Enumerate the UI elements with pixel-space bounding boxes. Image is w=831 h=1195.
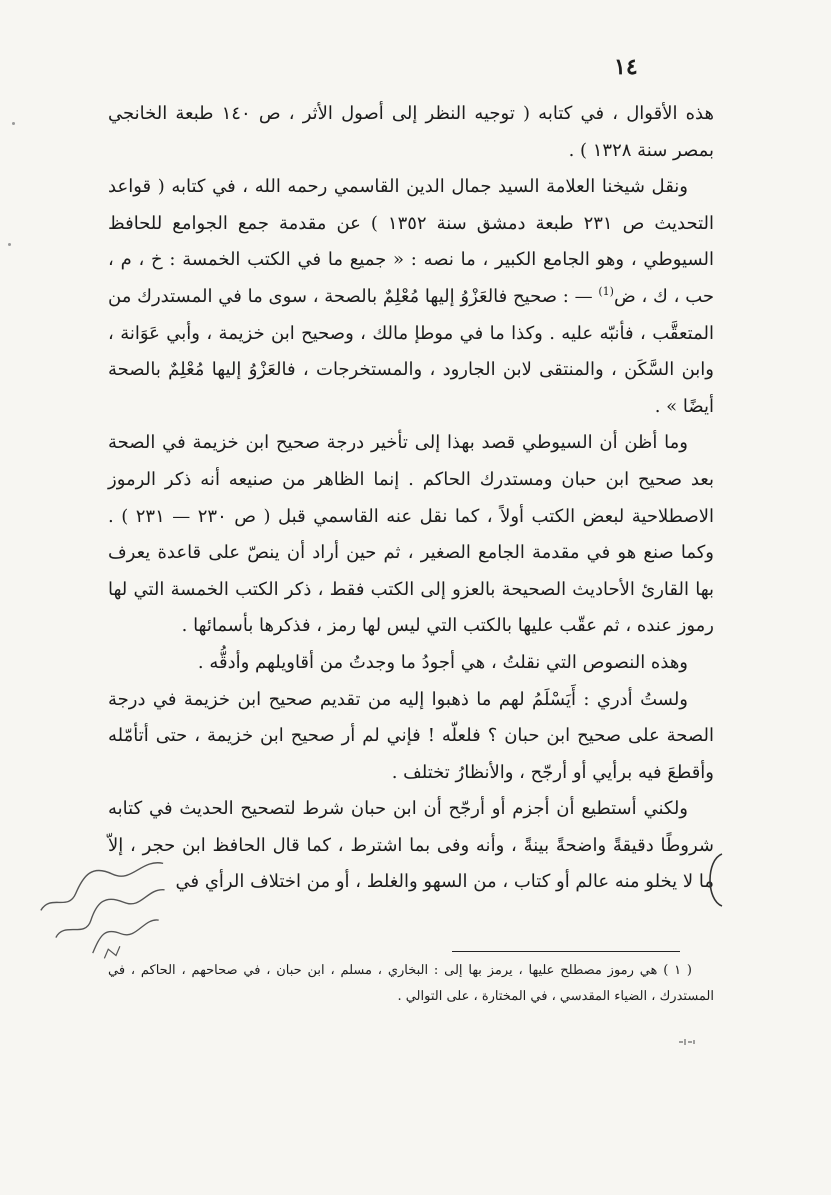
paragraph-5: ولستُ أدري : أَيَسْلَمُ لهم ما ذهبوا إليه من تقديم صحيح ابن خزيمة في درجة الصحة على صحيح ابن حبان ؟ فلعلّه ! فإني لم أر صحيح ابن خزيمة ، حتى أتأمّله وأقطعَ فيه برأيي أو أرجّح ، والأنظارُ تختلف . (108, 688, 714, 783)
paragraph-4: وهذه النصوص التي نقلتُ ، هي أجودُ ما وجدتُ من أقاويلهم وأدقُّه . (197, 651, 688, 673)
footnote (108, 958, 714, 1010)
margin-speck (8, 243, 11, 246)
paragraph-1: هذه الأقوال ، في كتابه ( توجيه النظر إلى أصول الأثر ، ص ١٤٠ طبعة الخانجي بمصر سنة ١٣٢٨ ) . (108, 103, 714, 161)
margin-speck (12, 122, 15, 125)
paragraph-2-part-1: ونقل شيخنا العلامة السيد جمال الدين القاسمي رحمه الله ، في كتابه ( قواعد التحديث ص ٢٣١ طبعة دمشق سنة ١٣٥٢ ) عن مقدمة جمع الجوامع للحافظ السيوطي ، وهو الجامع الكبير ، ما نصه : « جميع ما في الكتب الخمسة : خ ، م ، حب ، ك ، ض (108, 176, 715, 307)
footnote-text: ( ١ ) هي رموز مصطلح عليها ، يرمز بها إلى : البخاري ، مسلم ، ابن حبان ، في صحاحهم ، الحاكم ، في المستدرك ، الضياء المقدسي ، في المختارة ، على التوالي . (108, 963, 714, 1004)
paragraph-2 (108, 169, 714, 425)
main-text (108, 96, 714, 901)
margin-bracket-icon (700, 850, 730, 910)
paragraph-3: وما أظن أن السيوطي قصد بهذا إلى تأخير درجة صحيح ابن خزيمة في الصحة بعد صحيح ابن حبان ومستدرك الحاكم . إنما الظاهر من صنيعه أنه ذكر الرموز الاصطلاحية لبعض الكتب أولاً ، كما نقل عنه القاسمي قبل ( ص ٢٣٠ — ٢٣١ ) . وكما صنع هو في مقدمة الجامع الصغير ، ثم حين أراد أن ينصّ على قاعدة يعرف بها القارئ الأحاديث الصحيحة بالعزو إلى الكتب فقط ، ذكر الكتب الخمسة التي لها رموز عنده ، ثم عقّب عليها بالكتب التي ليس لها رمز ، فذكرها بأسمائها . (108, 432, 714, 637)
paragraph-2-part-2: — : صحيح فالعَزْوُ إليها مُعْلِمٌ بالصحة ، سوى ما في المستدرك من المتعقَّب ، فأنبّه عليه . وكذا ما في موطإ مالك ، وصحيح ابن خزيمة ، وأبي عَوَانة ، وابن السَّكَن ، والمنتقى لابن الجارود ، والمستخرجات ، فالعَزْوُ إليها مُعْلِمٌ بالصحة أيضًا » . (108, 285, 714, 417)
paragraph-6: ولكني أستطيع أن أجزم أو أرجّح أن ابن حبان شرط لتصحيح الحديث في كتابه شروطًا دقيقةً واضحةً بينةً ، وأنه وفى بما اشترط ، كما قال الحافظ ابن حجر ، إلاّ ما لا يخلو منه عالم أو كتاب ، من السهو والغلط ، أو من اختلاف الرأي في (108, 798, 714, 893)
footnote-reference: (1) (598, 284, 614, 298)
print-mark-icon (678, 1036, 696, 1046)
page-number: ١٤ (614, 54, 638, 80)
footnote-divider (452, 951, 680, 952)
